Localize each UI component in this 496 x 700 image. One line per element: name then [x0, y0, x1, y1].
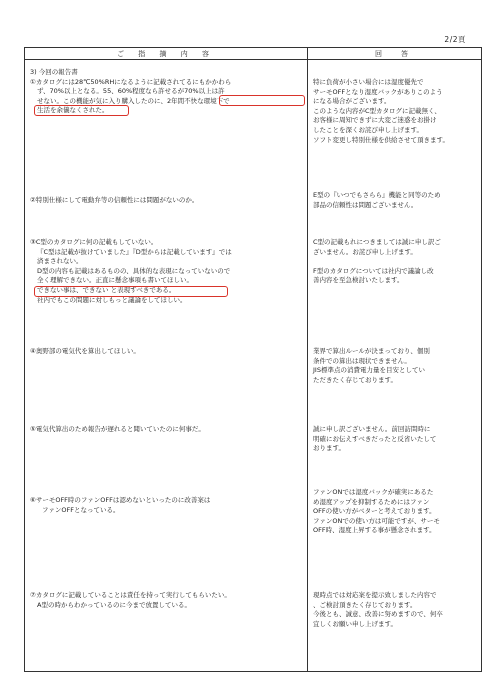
answer-line: C型の記載もれにつきましては誠に申し訳ご: [313, 238, 441, 246]
question-line: ファンOFFとなっている。: [42, 505, 120, 514]
answer-line: [313, 257, 479, 267]
answer-line: ファンONでの使い方は可能ですが、サーモ: [313, 516, 440, 525]
question-line: できない事は、できない と表現すべきである。: [37, 285, 176, 294]
answer-line: 条件での算出は現状できません。: [313, 356, 411, 365]
question-item-4: [30, 347, 304, 357]
question-item-5: [30, 425, 304, 435]
answer-line: OFF時、湿度上昇する事が懸念されます。: [313, 526, 436, 535]
answer-line: 明確にお伝えすべきだったと反省いたして: [313, 434, 437, 443]
question-line: ⑤電気代算出のため報告が遅れると聞いていたのに何事だ。: [30, 425, 205, 433]
answer-line: 宜しくお願い申し上げます。: [313, 619, 397, 628]
question-item-2: [30, 196, 304, 206]
question-line: A型の時からわかっているのに今まで放置している。: [37, 600, 191, 609]
answer-line: おります。: [313, 444, 345, 453]
answer-item-3: [313, 238, 479, 286]
question-line: ②特別仕様にして電動弁等の信頼性には問題がないのか。: [30, 196, 199, 204]
answer-line: このような内容がC型カタログに記載無く、: [313, 106, 441, 115]
question-line: 生活を余儀なくされた。: [37, 106, 109, 115]
question-line: ④奥野部の電気代を算出してほしい。: [30, 347, 140, 355]
answer-item-2: [313, 191, 479, 210]
question-line: 全く理解できない。正直に懸念事項も書いてほしい。: [37, 276, 193, 285]
highlight-box: [34, 105, 129, 116]
answer-line: F型のカタログについては社内で議論し改: [313, 266, 434, 275]
answer-line: JIS標準点の消費電力量を目安としてい: [313, 366, 425, 375]
answer-item-1: [313, 78, 479, 145]
table-header: [25, 48, 481, 60]
question-item-7: [30, 591, 304, 610]
answer-line: 、ご検討頂きたく存じております。: [313, 600, 417, 609]
question-line: D型の内容も記載はあるものの、具体的な表現になっていないので: [37, 266, 231, 275]
answer-line: ソフト変更し特別仕様を供給させて頂きます。: [313, 135, 449, 144]
answer-line: 業界で算出ルールが決まっており、個別: [313, 347, 430, 355]
question-line: ず、70%以上となる。55、60%程度なら許せるが70%以上は許: [37, 87, 225, 96]
highlight-box: [219, 95, 305, 106]
answer-item-4: [313, 347, 479, 385]
answer-item-5: [313, 425, 479, 454]
header-right: 回 答: [375, 50, 414, 58]
answer-line: め湿度アップを抑制するためにはファン: [313, 497, 430, 506]
question-line: ⑥サーモOFF時のファンOFFは認めないといったのに改善案は: [30, 496, 211, 504]
answer-line: ただきたく存じております。: [313, 375, 397, 384]
answer-line: したことを深くお詫び申し上げます。: [313, 125, 423, 134]
question-line: 3) 今回の報告書: [30, 68, 78, 76]
answer-line: 善内容を至急検討いたします。: [313, 276, 404, 285]
question-line: ⑦カタログに記載していることは責任を持って実行してもらいたい。: [30, 591, 231, 599]
answer-line: OFFの使い方がベターと考えております。: [313, 507, 436, 516]
column-divider: [307, 48, 308, 671]
answer-line: 部品の信頼性は問題ございません。: [313, 200, 418, 209]
question-line: せない。この機能が気に入り購入したのに、2年間不快な環境下で: [37, 96, 230, 105]
answer-line: ざいません。お詫び申し上げます。: [313, 247, 417, 256]
answer-item-7: [313, 591, 479, 629]
answer-line: 特に負荷が小さい場合には湿度優先で: [313, 78, 424, 86]
answer-line: 現時点では対応案を提示致しました内容で: [313, 591, 437, 599]
answer-line: お客様に周知できずに大変ご迷惑をお掛け: [313, 116, 437, 125]
question-line: 『C型は記載が抜けていました』『D型からは記載しています』では: [37, 247, 232, 256]
page-number: 2/2頁: [444, 35, 466, 44]
question-line: ③C型のカタログに何の記載もしていない。: [30, 238, 158, 246]
question-item-6: [30, 496, 304, 515]
question-line: ①カタログには28℃50%RHになるように記載されてるにもかかわら: [30, 77, 232, 86]
answer-line: になる場合がございます。: [313, 97, 391, 106]
question-line: 済まされない。: [37, 257, 83, 266]
response-table: [24, 47, 482, 672]
answer-line: E型の『いつでもさらら』機能と同等のため: [313, 191, 441, 199]
answer-line: 誠に申し訳ございません。前回訪問時に: [313, 425, 431, 433]
question-line: 社内でもこの問題に対しもっと議論をしてほしい。: [37, 295, 187, 304]
answer-item-6: [313, 488, 479, 536]
answer-line: ファンONでは湿度バックが確実にあるた: [313, 488, 434, 496]
answer-line: サーモOFFとなり湿度バックがありこのよう: [313, 87, 443, 96]
header-left: ご 指 摘 内 容: [117, 50, 215, 58]
answer-line: 今後とも、誠意、改善に努めますので、何卒: [313, 610, 443, 619]
highlight-box: [34, 286, 228, 297]
